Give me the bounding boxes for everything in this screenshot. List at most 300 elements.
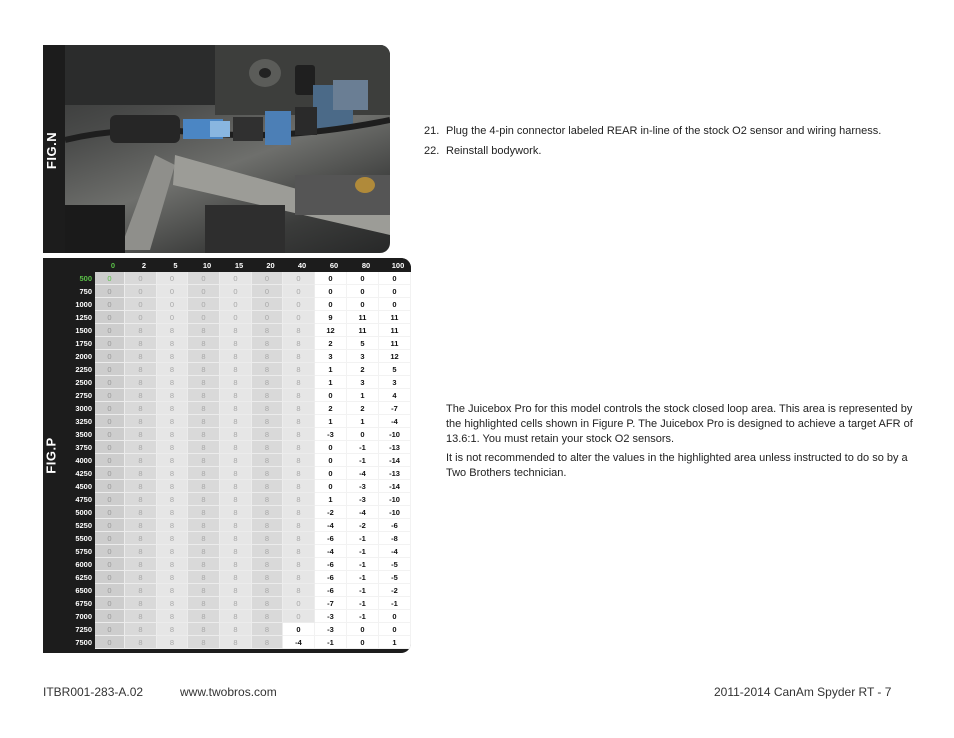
fuel-map-cell: 8 — [125, 350, 157, 363]
fuel-map-cell: 0 — [283, 311, 315, 324]
fuel-map-rpm-label: 3250 — [65, 415, 95, 428]
fuel-map-cell-highlighted: -1 — [347, 558, 379, 571]
fuel-map-cell: 0 — [220, 298, 252, 311]
juicebox-description: The Juicebox Pro for this model controls the stock closed loop area. This area is represented by the highlighted cells shown in Figure P. The Juicebox Pro is designed to achieve a target AFR of 13.6:1. You must retain your stock O2 sensors. — [446, 403, 913, 445]
fuel-map-column-header: 0 — [98, 258, 128, 272]
footer-model-page: 2011-2014 CanAm Spyder RT - 7 — [714, 685, 892, 699]
fuel-map-rpm-label: 4750 — [65, 493, 95, 506]
fuel-map-cell: 8 — [220, 558, 252, 571]
fuel-map-cell: 8 — [125, 610, 157, 623]
fuel-map-cell: 0 — [188, 285, 220, 298]
fuel-map-cell-highlighted: 0 — [315, 467, 347, 480]
fuel-map-cell: 0 — [95, 298, 125, 311]
fuel-map-cell: 8 — [283, 506, 315, 519]
fuel-map-cell: 8 — [220, 402, 252, 415]
fuel-map-column-header: 100 — [382, 258, 411, 272]
fuel-map-row — [65, 558, 411, 571]
fuel-map-cell-highlighted: 0 — [379, 298, 411, 311]
fuel-map-rpm-label: 1750 — [65, 337, 95, 350]
fuel-map-row — [65, 363, 411, 376]
fuel-map-cell: 0 — [252, 285, 283, 298]
fuel-map-cell-highlighted: 0 — [379, 623, 411, 636]
fuel-map-cell: 8 — [252, 545, 283, 558]
fig-p-label: FIG.P — [43, 437, 59, 474]
fuel-map-cell: 8 — [188, 363, 220, 376]
fuel-map-cell: 8 — [252, 376, 283, 389]
fuel-map-cell-highlighted: 0 — [347, 623, 379, 636]
fuel-map-cell: 8 — [252, 558, 283, 571]
fuel-map-cell-highlighted: -1 — [347, 545, 379, 558]
fuel-map-cell: 8 — [157, 623, 188, 636]
fuel-map-cell: 8 — [157, 584, 188, 597]
fuel-map-rpm-label: 1500 — [65, 324, 95, 337]
fuel-map-cell: 8 — [125, 402, 157, 415]
fuel-map-cell-highlighted: -14 — [379, 480, 411, 493]
fuel-map-cell-highlighted: 4 — [379, 389, 411, 402]
fuel-map-cell-highlighted: 0 — [379, 610, 411, 623]
fuel-map-cell: 8 — [125, 324, 157, 337]
fuel-map-cell: 8 — [220, 480, 252, 493]
fuel-map-rpm-label: 500 — [65, 272, 95, 285]
fuel-map-cell: 8 — [220, 597, 252, 610]
fuel-map-cell-highlighted: -13 — [379, 467, 411, 480]
fuel-map-cell: 0 — [95, 480, 125, 493]
fuel-map-row — [65, 480, 411, 493]
fuel-map-cell-highlighted: 11 — [347, 311, 379, 324]
fuel-map-rpm-label: 4000 — [65, 454, 95, 467]
fuel-map-cell-highlighted: -1 — [347, 610, 379, 623]
fuel-map-cell-highlighted: 2 — [315, 402, 347, 415]
fuel-map-cell: 0 — [95, 389, 125, 402]
fuel-map-rpm-label: 1250 — [65, 311, 95, 324]
fuel-map-cell: 0 — [95, 337, 125, 350]
fuel-map-cell: 8 — [283, 558, 315, 571]
fuel-map-cell: 8 — [283, 467, 315, 480]
fuel-map-cell: 8 — [157, 558, 188, 571]
fuel-map-cell: 8 — [283, 428, 315, 441]
fuel-map-cell: 8 — [220, 506, 252, 519]
fuel-map-cell-highlighted: 0 — [379, 272, 411, 285]
fuel-map-rpm-label: 5250 — [65, 519, 95, 532]
fuel-map-cell: 0 — [220, 285, 252, 298]
fuel-map-cell: 8 — [220, 324, 252, 337]
fuel-map-cell-highlighted: 5 — [347, 337, 379, 350]
fuel-map-cell: 8 — [252, 350, 283, 363]
fuel-map-row — [65, 389, 411, 402]
fuel-map-row — [65, 350, 411, 363]
fuel-map-cell: 0 — [125, 285, 157, 298]
fuel-map-cell-highlighted: -14 — [379, 454, 411, 467]
step-text: Plug the 4-pin connector labeled REAR in-line of the stock O2 sensor and wiring harness. — [446, 125, 882, 137]
fuel-map-cell: 0 — [95, 363, 125, 376]
fig-p-tab — [43, 258, 65, 653]
fuel-map-cell: 8 — [157, 441, 188, 454]
fuel-map-cell: 0 — [95, 532, 125, 545]
fuel-map-column-header: 15 — [223, 258, 255, 272]
fuel-map-cell: 0 — [95, 597, 125, 610]
fuel-map-cell: 8 — [125, 467, 157, 480]
fuel-map-cell: 0 — [125, 311, 157, 324]
fuel-map-cell: 0 — [95, 285, 125, 298]
step-number: 21. — [424, 125, 440, 137]
fuel-map-cell: 8 — [220, 415, 252, 428]
fuel-map-cell: 8 — [220, 610, 252, 623]
fuel-map-cell-highlighted: -1 — [315, 636, 347, 649]
fuel-map-cell: 8 — [125, 454, 157, 467]
fuel-map-cell-highlighted: -6 — [315, 532, 347, 545]
fuel-map-cell-highlighted: -7 — [379, 402, 411, 415]
fuel-map-cell: 8 — [157, 506, 188, 519]
fuel-map-cell-highlighted: -3 — [347, 480, 379, 493]
fuel-map-cell: 8 — [157, 363, 188, 376]
fuel-map-cell-highlighted: -2 — [315, 506, 347, 519]
fuel-map-cell-highlighted: -13 — [379, 441, 411, 454]
technician-warning: It is not recommended to alter the values in the highlighted area unless instructed to do so by a Two Brothers technician. — [446, 452, 908, 479]
fuel-map-cell: 8 — [220, 519, 252, 532]
fuel-map-cell: 8 — [283, 571, 315, 584]
fuel-map-row — [65, 285, 411, 298]
fuel-map-cell: 8 — [283, 402, 315, 415]
fuel-map-cell: 8 — [125, 532, 157, 545]
fuel-map-cell-highlighted: 1 — [315, 376, 347, 389]
step-22 — [424, 144, 914, 158]
fuel-map-row — [65, 324, 411, 337]
fuel-map-cell-highlighted: -6 — [379, 519, 411, 532]
fuel-map-cell: 0 — [157, 311, 188, 324]
fuel-map-cell-highlighted: 2 — [315, 337, 347, 350]
fuel-map-cell: 0 — [95, 623, 125, 636]
fuel-map-cell: 0 — [95, 376, 125, 389]
fuel-map-cell-highlighted: 0 — [315, 480, 347, 493]
fuel-map-cell-highlighted: 1 — [347, 389, 379, 402]
fuel-map-cell-highlighted: -4 — [379, 415, 411, 428]
fuel-map-cell-highlighted: 0 — [347, 636, 379, 649]
fuel-map-cell-highlighted: 5 — [379, 363, 411, 376]
fuel-map-cell: 8 — [252, 480, 283, 493]
fuel-map-cell: 8 — [283, 376, 315, 389]
fuel-map-cell-highlighted: 0 — [347, 285, 379, 298]
fuel-map-cell: 0 — [95, 506, 125, 519]
fuel-map-cell: 8 — [283, 415, 315, 428]
fuel-map-cell: 8 — [283, 519, 315, 532]
fuel-map-cell: 0 — [95, 493, 125, 506]
fuel-map-cell: 0 — [95, 402, 125, 415]
fuel-map-row — [65, 441, 411, 454]
fuel-map-cell: 8 — [188, 558, 220, 571]
fuel-map-cell-highlighted: 9 — [315, 311, 347, 324]
fig-n-label: FIG.N — [44, 131, 60, 170]
fuel-map-cell: 8 — [252, 506, 283, 519]
fuel-map-rpm-label: 5750 — [65, 545, 95, 558]
fuel-map-cell: 8 — [220, 584, 252, 597]
fuel-map-cell: 8 — [125, 493, 157, 506]
fuel-map-cell: 8 — [283, 532, 315, 545]
fuel-map-cell: 8 — [125, 376, 157, 389]
fuel-map-cell: 8 — [220, 636, 252, 649]
fuel-map-cell-highlighted: 2 — [347, 402, 379, 415]
fuel-map-cell-highlighted: -3 — [347, 493, 379, 506]
fuel-map-cell: 8 — [188, 597, 220, 610]
fuel-map-cell: 8 — [252, 519, 283, 532]
fuel-map-cell-highlighted: -5 — [379, 571, 411, 584]
fuel-map-cell: 8 — [252, 636, 283, 649]
fuel-map-row — [65, 415, 411, 428]
fuel-map-cell: 8 — [220, 571, 252, 584]
fuel-map-cell: 8 — [125, 428, 157, 441]
fuel-map-cell: 0 — [188, 272, 220, 285]
fuel-map-column-header: 20 — [255, 258, 286, 272]
fuel-map-cell: 8 — [125, 636, 157, 649]
fuel-map-cell: 8 — [188, 402, 220, 415]
fuel-map-rpm-label: 2250 — [65, 363, 95, 376]
fuel-map-cell-highlighted: -1 — [347, 597, 379, 610]
fuel-map-cell-highlighted: 0 — [315, 285, 347, 298]
fuel-map-cell: 0 — [95, 415, 125, 428]
fuel-map-cell-highlighted: -6 — [315, 558, 347, 571]
fuel-map-cell-highlighted: 11 — [379, 311, 411, 324]
fuel-map-cell: 0 — [95, 311, 125, 324]
fuel-map-cell-highlighted: -4 — [379, 545, 411, 558]
fuel-map-cell-highlighted: 0 — [347, 428, 379, 441]
fuel-map-cell: 8 — [252, 441, 283, 454]
step-text: Reinstall bodywork. — [446, 145, 542, 157]
fuel-map-row — [65, 597, 411, 610]
fuel-map-cell: 8 — [125, 441, 157, 454]
fuel-map-cell: 8 — [220, 376, 252, 389]
fuel-map-cell: 8 — [220, 389, 252, 402]
fuel-map-cell: 8 — [252, 493, 283, 506]
fuel-map-row — [65, 311, 411, 324]
fuel-map-cell: 0 — [125, 272, 157, 285]
fuel-map-cell-highlighted: -1 — [347, 441, 379, 454]
fuel-map-cell-highlighted: -7 — [315, 597, 347, 610]
fuel-map-cell-highlighted: 1 — [379, 636, 411, 649]
fuel-map-cell: 8 — [157, 636, 188, 649]
fuel-map-cell-highlighted: 1 — [315, 363, 347, 376]
fuel-map-cell: 8 — [125, 519, 157, 532]
fuel-map-cell: 8 — [125, 558, 157, 571]
instruction-steps — [424, 124, 914, 164]
fuel-map-cell: 8 — [188, 571, 220, 584]
fuel-map-cell: 8 — [125, 584, 157, 597]
fuel-map-cell: 0 — [95, 519, 125, 532]
fuel-map-cell: 8 — [283, 324, 315, 337]
fuel-map-row — [65, 298, 411, 311]
fuel-map-cell: 8 — [252, 402, 283, 415]
fuel-map-cell: 8 — [252, 532, 283, 545]
fuel-map-column-header: 2 — [128, 258, 160, 272]
fuel-map-cell: 8 — [188, 389, 220, 402]
fuel-map-cell-highlighted: 3 — [347, 376, 379, 389]
fuel-map-cell: 8 — [125, 506, 157, 519]
fuel-map-cell: 0 — [95, 324, 125, 337]
fuel-map-cell: 0 — [283, 298, 315, 311]
fuel-map-cell: 8 — [188, 350, 220, 363]
fuel-map-cell: 8 — [188, 584, 220, 597]
fuel-map-cell-highlighted: 0 — [315, 298, 347, 311]
fuel-map-cell: 8 — [125, 571, 157, 584]
fuel-map-cell: 0 — [283, 272, 315, 285]
footer-website[interactable]: www.twobros.com — [180, 685, 277, 699]
fuel-map-row — [65, 636, 411, 649]
fuel-map-rpm-label: 2750 — [65, 389, 95, 402]
fuel-map-cell-highlighted: 1 — [315, 493, 347, 506]
fuel-map-cell: 8 — [157, 597, 188, 610]
fuel-map-cell-highlighted: 3 — [347, 350, 379, 363]
fuel-map-cell-highlighted: 0 — [347, 272, 379, 285]
fuel-map-cell: 0 — [95, 467, 125, 480]
fuel-map-cell: 8 — [188, 441, 220, 454]
fuel-map-row — [65, 493, 411, 506]
fuel-map-cell: 8 — [188, 493, 220, 506]
fuel-map-row — [65, 610, 411, 623]
fuel-map-rpm-label: 1000 — [65, 298, 95, 311]
fuel-map-column-header: 60 — [318, 258, 350, 272]
fuel-map-row — [65, 545, 411, 558]
fuel-map-cell: 8 — [188, 376, 220, 389]
fuel-map-rpm-label: 4500 — [65, 480, 95, 493]
fuel-map-cell-highlighted: -4 — [315, 545, 347, 558]
fuel-map-cell-highlighted: -4 — [347, 467, 379, 480]
fuel-map-cell-highlighted: -8 — [379, 532, 411, 545]
fuel-map-cell: 8 — [252, 467, 283, 480]
fuel-map-cell-highlighted: -1 — [379, 597, 411, 610]
fuel-map-cell: 8 — [220, 467, 252, 480]
fuel-map-cell: 8 — [157, 532, 188, 545]
fuel-map-cell: 8 — [252, 415, 283, 428]
fuel-map-cell-highlighted: -3 — [315, 623, 347, 636]
fuel-map-cell: 8 — [283, 584, 315, 597]
fuel-map-grid — [65, 258, 411, 649]
fuel-map-cell: 8 — [252, 454, 283, 467]
fuel-map-cell: 8 — [125, 363, 157, 376]
fuel-map-cell: 8 — [157, 337, 188, 350]
step-number: 22. — [424, 145, 440, 157]
fuel-map-cell: 8 — [283, 454, 315, 467]
fuel-map-cell-highlighted: 0 — [315, 454, 347, 467]
fuel-map-cell: 8 — [125, 480, 157, 493]
fuel-map-cell: 0 — [157, 285, 188, 298]
fuel-map-column-header: 40 — [286, 258, 318, 272]
fuel-map-cell: 0 — [188, 298, 220, 311]
fuel-map-cell: 8 — [188, 337, 220, 350]
fuel-map-cell-highlighted: 11 — [347, 324, 379, 337]
fuel-map-rpm-label: 5000 — [65, 506, 95, 519]
fuel-map-rpm-header — [68, 258, 98, 272]
fuel-map-cell-highlighted: 1 — [315, 415, 347, 428]
fuel-map-cell: 8 — [188, 480, 220, 493]
fuel-map-cell: 8 — [220, 337, 252, 350]
fuel-map-row — [65, 506, 411, 519]
fuel-map-rpm-label: 7250 — [65, 623, 95, 636]
fuel-map-rpm-label: 3500 — [65, 428, 95, 441]
fuel-map-cell: 8 — [157, 428, 188, 441]
fuel-map-rpm-label: 3750 — [65, 441, 95, 454]
fuel-map-table — [65, 258, 411, 653]
fuel-map-cell-highlighted: 11 — [379, 337, 411, 350]
fuel-map-cell: 8 — [188, 545, 220, 558]
fuel-map-row — [65, 519, 411, 532]
fuel-map-cell: 8 — [157, 467, 188, 480]
fuel-map-cell: 8 — [125, 623, 157, 636]
fuel-map-row — [65, 272, 411, 285]
fuel-map-cell: 8 — [157, 324, 188, 337]
fuel-map-cell: 8 — [252, 428, 283, 441]
fuel-map-cell-highlighted: -10 — [379, 506, 411, 519]
fuel-map-cell: 8 — [188, 532, 220, 545]
fuel-map-cell-highlighted: 12 — [379, 350, 411, 363]
fuel-map-row — [65, 337, 411, 350]
fuel-map-rpm-label: 4250 — [65, 467, 95, 480]
fuel-map-cell-highlighted: 0 — [315, 389, 347, 402]
fuel-map-row — [65, 402, 411, 415]
fuel-map-cell: 8 — [188, 519, 220, 532]
fuel-map-cell: 0 — [220, 311, 252, 324]
fuel-map-cell: 8 — [252, 363, 283, 376]
fuel-map-cell: 8 — [283, 363, 315, 376]
fuel-map-cell: 8 — [283, 493, 315, 506]
fuel-map-cell: 8 — [125, 415, 157, 428]
fuel-map-cell: 8 — [252, 584, 283, 597]
fuel-map-rpm-label: 6000 — [65, 558, 95, 571]
fuel-map-rpm-label: 750 — [65, 285, 95, 298]
fuel-map-cell-highlighted: -4 — [283, 636, 315, 649]
footer-part-number: ITBR001-283-A.02 — [43, 685, 144, 699]
fuel-map-rpm-label: 7500 — [65, 636, 95, 649]
fuel-map-cell: 0 — [95, 272, 125, 285]
fuel-map-cell: 8 — [188, 428, 220, 441]
fuel-map-cell-highlighted: -1 — [347, 532, 379, 545]
fuel-map-cell: 8 — [157, 350, 188, 363]
fuel-map-cell: 8 — [157, 493, 188, 506]
fuel-map-rpm-label: 5500 — [65, 532, 95, 545]
fuel-map-cell: 8 — [252, 337, 283, 350]
fuel-map-cell: 8 — [188, 506, 220, 519]
fuel-map-cell-highlighted: 0 — [283, 623, 315, 636]
fuel-map-cell-highlighted: -2 — [347, 519, 379, 532]
fuel-map-cell-highlighted: 0 — [347, 298, 379, 311]
fuel-map-row — [65, 532, 411, 545]
fuel-map-cell: 0 — [252, 311, 283, 324]
fuel-map-cell-highlighted: -3 — [315, 428, 347, 441]
fuel-map-cell: 8 — [252, 597, 283, 610]
fuel-map-cell: 8 — [157, 519, 188, 532]
fuel-map-rpm-label: 7000 — [65, 610, 95, 623]
fuel-map-cell: 8 — [220, 454, 252, 467]
fuel-map-row — [65, 571, 411, 584]
fuel-map-cell: 0 — [95, 545, 125, 558]
fuel-map-cell: 0 — [95, 350, 125, 363]
fuel-map-column-header: 5 — [160, 258, 191, 272]
fuel-map-cell: 8 — [125, 597, 157, 610]
fuel-map-cell-highlighted: -1 — [347, 454, 379, 467]
fuel-map-cell: 8 — [157, 571, 188, 584]
fuel-map-rpm-label: 6500 — [65, 584, 95, 597]
fuel-map-cell: 0 — [95, 558, 125, 571]
fuel-map-cell-highlighted: -4 — [347, 506, 379, 519]
fuel-map-cell: 8 — [220, 493, 252, 506]
fuel-map-cell-highlighted: -6 — [315, 584, 347, 597]
fuel-map-cell: 8 — [188, 324, 220, 337]
fuel-map-cell: 8 — [283, 337, 315, 350]
fuel-map-cell: 8 — [188, 636, 220, 649]
fuel-map-cell: 8 — [125, 337, 157, 350]
fuel-map-cell: 0 — [283, 285, 315, 298]
fuel-map-cell: 8 — [157, 376, 188, 389]
fuel-map-rpm-label: 6250 — [65, 571, 95, 584]
fuel-map-cell-highlighted: 1 — [347, 415, 379, 428]
fuel-map-cell: 8 — [188, 454, 220, 467]
